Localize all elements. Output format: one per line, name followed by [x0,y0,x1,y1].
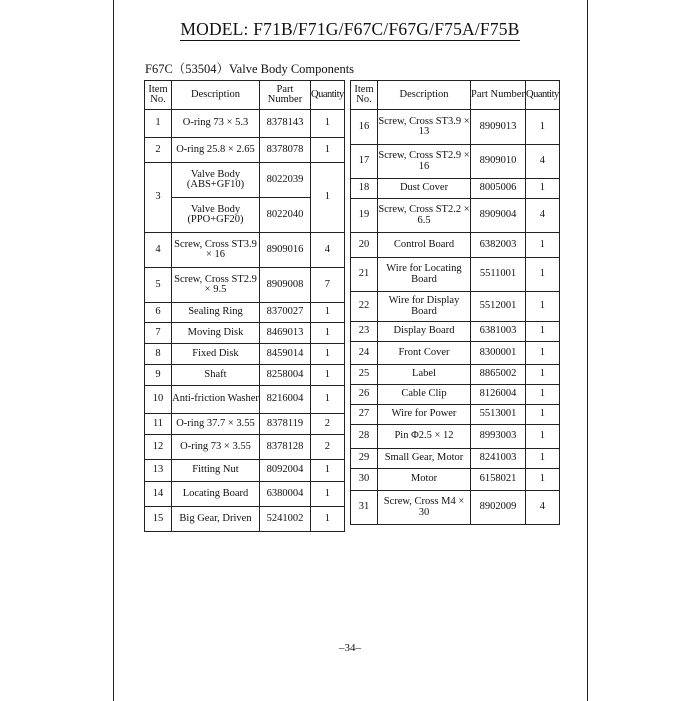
item-number-cell: 27 [351,405,378,425]
part-number-cell: 8865002 [471,365,526,385]
description-cell: Valve Body (ABS+GF10) [172,163,260,198]
part-number-cell: 6158021 [471,469,526,491]
part-number-cell: 8993003 [471,425,526,449]
table-row [145,303,345,323]
item-number-cell: 4 [145,233,172,268]
item-number-cell: 6 [145,303,172,323]
item-number-cell: 29 [351,449,378,469]
quantity-cell: 1 [311,482,345,507]
item-number-cell: 18 [351,179,378,199]
part-number-cell: 5512001 [471,292,526,322]
quantity-cell: 1 [311,110,345,138]
item-number-cell: 24 [351,342,378,365]
column-header-part-number: Part Number [260,81,311,110]
part-number-cell: 8378119 [260,414,311,435]
quantity-cell: 4 [526,145,560,179]
quantity-cell: 2 [311,414,345,435]
part-number-cell: 8909008 [260,268,311,303]
part-number-cell: 8909016 [260,233,311,268]
item-number-cell: 17 [351,145,378,179]
quantity-cell: 7 [311,268,345,303]
item-number-cell: 31 [351,491,378,525]
part-number-cell: 8300001 [471,342,526,365]
description-cell: Front Cover [378,342,471,365]
quantity-cell: 1 [526,342,560,365]
part-number-cell: 8241003 [471,449,526,469]
item-number-cell: 2 [145,138,172,163]
item-number-cell: 1 [145,110,172,138]
quantity-cell: 1 [526,405,560,425]
table-row [351,110,560,145]
table-row [351,365,560,385]
description-cell: Control Board [378,233,471,258]
description-cell: Screw, Cross M4 × 30 [378,491,471,525]
quantity-cell: 1 [311,460,345,482]
item-number-cell: 19 [351,199,378,233]
item-number-cell: 21 [351,258,378,292]
part-number-cell: 8469013 [260,323,311,344]
table-row [351,199,560,233]
table-row [351,179,560,199]
part-number-cell: 5241002 [260,507,311,532]
part-number-cell: 8459014 [260,344,311,365]
description-cell: Motor [378,469,471,491]
item-number-cell: 30 [351,469,378,491]
part-number-cell: 8909004 [471,199,526,233]
quantity-cell: 1 [311,344,345,365]
part-number-cell: 8902009 [471,491,526,525]
description-cell: Screw, Cross ST3.9 × 13 [378,110,471,145]
item-number-cell: 3 [145,163,172,233]
column-header-quantity: Quantity [526,81,560,110]
quantity-cell: 4 [526,491,560,525]
table-row [145,163,345,198]
table-row [351,233,560,258]
part-number-cell: 8022040 [260,198,311,233]
quantity-cell: 1 [526,233,560,258]
table-row [351,491,560,525]
table-row [351,145,560,179]
item-number-cell: 7 [145,323,172,344]
page-number: –34– [339,642,361,654]
quantity-cell: 4 [526,199,560,233]
item-number-cell: 8 [145,344,172,365]
table-header-row [351,81,560,110]
part-number-cell: 8005006 [471,179,526,199]
description-cell: Small Gear, Motor [378,449,471,469]
quantity-cell: 1 [311,386,345,414]
part-number-cell: 6381003 [471,322,526,342]
description-cell: O-ring 37.7 × 3.55 [172,414,260,435]
table-header-row [145,81,345,110]
description-cell: Screw, Cross ST2.2 × 6.5 [378,199,471,233]
part-number-cell: 8909010 [471,145,526,179]
description-cell: Wire for Locating Board [378,258,471,292]
part-number-cell: 5513001 [471,405,526,425]
item-number-cell: 16 [351,110,378,145]
description-cell: Fitting Nut [172,460,260,482]
quantity-cell: 1 [526,258,560,292]
description-cell: Valve Body (PPO+GF20) [172,198,260,233]
section-title: F67C（53504）Valve Body Components [145,62,355,76]
quantity-cell: 1 [526,425,560,449]
parts-table-left [144,80,345,532]
quantity-cell: 4 [311,233,345,268]
description-cell: O-ring 73 × 5.3 [172,110,260,138]
description-cell: Fixed Disk [172,344,260,365]
description-cell: Anti-friction Washer [172,386,260,414]
table-row [145,482,345,507]
parts-table-right [350,80,560,525]
item-number-cell: 9 [145,365,172,386]
part-number-cell: 8126004 [471,385,526,405]
description-cell: Display Board [378,322,471,342]
model-title [0,19,700,40]
description-cell: Sealing Ring [172,303,260,323]
column-header-item: Item No. [145,81,172,110]
table-row [145,233,345,268]
description-cell: Cable Clip [378,385,471,405]
quantity-cell: 1 [526,449,560,469]
quantity-cell: 1 [526,179,560,199]
quantity-cell: 1 [526,385,560,405]
column-header-quantity: Quantity [311,81,345,110]
description-cell: Wire for Display Board [378,292,471,322]
quantity-cell: 1 [311,163,345,233]
part-number-cell: 8909013 [471,110,526,145]
table-row [145,386,345,414]
item-number-cell: 5 [145,268,172,303]
quantity-cell: 1 [311,138,345,163]
description-cell: Screw, Cross ST2.9 × 16 [378,145,471,179]
quantity-cell: 1 [311,323,345,344]
table-row [145,268,345,303]
item-number-cell: 11 [145,414,172,435]
table-row [351,405,560,425]
part-number-cell: 8216004 [260,386,311,414]
column-header-part-number: Part Number [471,81,526,110]
description-cell: Shaft [172,365,260,386]
description-cell: Wire for Power [378,405,471,425]
part-number-cell: 8378078 [260,138,311,163]
table-row [145,323,345,344]
item-number-cell: 12 [145,435,172,460]
quantity-cell: 1 [526,110,560,145]
description-cell: Dust Cover [378,179,471,199]
item-number-cell: 13 [145,460,172,482]
table-row [145,110,345,138]
description-cell: O-ring 25.8 × 2.65 [172,138,260,163]
table-row [145,344,345,365]
item-number-cell: 23 [351,322,378,342]
item-number-cell: 20 [351,233,378,258]
description-cell: Locating Board [172,482,260,507]
column-header-description: Description [378,81,471,110]
part-number-cell: 6380004 [260,482,311,507]
description-cell: Screw, Cross ST2.9 × 9.5 [172,268,260,303]
table-row [351,449,560,469]
quantity-cell: 1 [311,507,345,532]
table-row [145,365,345,386]
quantity-cell: 1 [526,292,560,322]
model-title-text: MODEL: F71B/F71G/F67C/F67G/F75A/F75B [180,19,520,39]
table-row [351,469,560,491]
part-number-cell: 5511001 [471,258,526,292]
quantity-cell: 1 [311,365,345,386]
quantity-cell: 1 [526,365,560,385]
table-row [351,385,560,405]
part-number-cell: 8370027 [260,303,311,323]
item-number-cell: 15 [145,507,172,532]
item-number-cell: 25 [351,365,378,385]
quantity-cell: 2 [311,435,345,460]
column-header-item: Item No. [351,81,378,110]
part-number-cell: 8092004 [260,460,311,482]
part-number-cell: 8378128 [260,435,311,460]
part-number-cell: 8258004 [260,365,311,386]
table-row [351,258,560,292]
table-row [351,322,560,342]
part-number-cell: 6382003 [471,233,526,258]
part-number-cell: 8378143 [260,110,311,138]
description-cell: Label [378,365,471,385]
quantity-cell: 1 [311,303,345,323]
item-number-cell: 28 [351,425,378,449]
table-row [351,292,560,322]
table-row [351,342,560,365]
table-row [351,425,560,449]
quantity-cell: 1 [526,469,560,491]
description-cell: Pin Φ2.5 × 12 [378,425,471,449]
table-row [145,414,345,435]
quantity-cell: 1 [526,322,560,342]
item-number-cell: 22 [351,292,378,322]
description-cell: Screw, Cross ST3.9 × 16 [172,233,260,268]
part-number-cell: 8022039 [260,163,311,198]
table-row [145,460,345,482]
table-row [145,138,345,163]
item-number-cell: 10 [145,386,172,414]
column-header-description: Description [172,81,260,110]
description-cell: Big Gear, Driven [172,507,260,532]
table-row [145,435,345,460]
description-cell: O-ring 73 × 3.55 [172,435,260,460]
item-number-cell: 14 [145,482,172,507]
item-number-cell: 26 [351,385,378,405]
table-row [145,507,345,532]
description-cell: Moving Disk [172,323,260,344]
